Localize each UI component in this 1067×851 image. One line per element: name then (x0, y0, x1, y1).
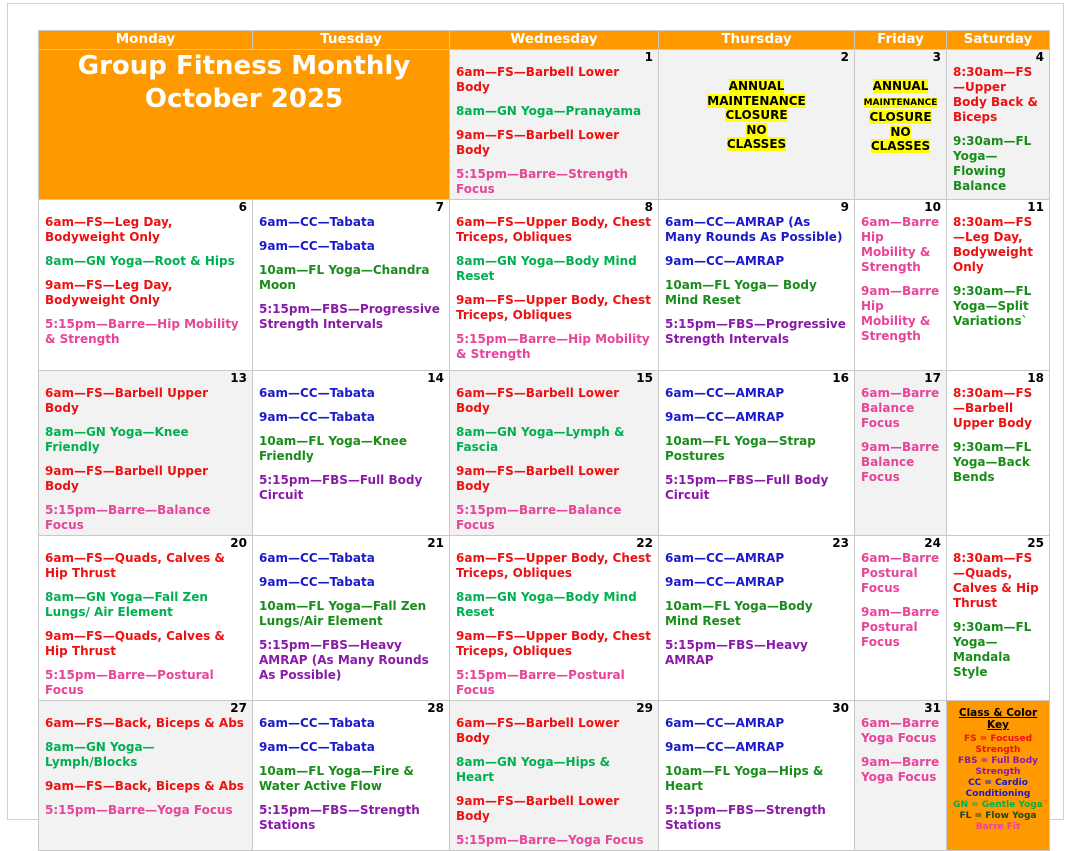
day-cell (855, 536, 947, 701)
color-key-title: Class & Color Key (958, 707, 1038, 731)
day-number: 3 (932, 50, 941, 64)
class-entry: 5:15pm—Barre—Strength Focus (456, 167, 629, 196)
class-entry: 5:15pm—Barre—Hip Mobility & Strength (45, 317, 239, 346)
day-cell-content (450, 536, 658, 700)
closure-line: CLASSES (726, 137, 787, 151)
class-entry: 9am—FS—Leg Day, Bodyweight Only (45, 278, 173, 307)
day-number: 10 (924, 200, 941, 214)
class-entry: 10am—FL Yoga—Strap Postures (665, 434, 816, 463)
day-cell (659, 50, 855, 200)
class-entry: 5:15pm—FBS—Progressive Strength Intervals (259, 302, 440, 331)
day-cell-content (855, 200, 946, 346)
class-entry: 9am—Barre Postural Focus (861, 605, 940, 649)
day-cell-content (253, 200, 449, 334)
class-entry: 6am—Barre Balance Focus (861, 386, 940, 430)
closure-line: CLOSURE (725, 108, 788, 122)
class-entry: 8am—GN Yoga—Hips & Heart (456, 755, 611, 784)
class-entry: 9am—FS—Barbell Lower Body (456, 794, 620, 823)
class-entry: 6am—CC—Tabata (259, 716, 375, 730)
day-header-tuesday: Tuesday (253, 31, 450, 50)
class-entry: 6am—CC—Tabata (259, 551, 375, 565)
class-entry: 6am—FS—Barbell Lower Body (456, 716, 620, 745)
day-cell-content (659, 371, 854, 505)
day-cell (450, 701, 659, 851)
day-cell-content (947, 50, 1049, 196)
class-entry: 9am—FS—Back, Biceps & Abs (45, 779, 244, 793)
day-cell (855, 701, 947, 851)
class-entry: 6am—FS—Leg Day, Bodyweight Only (45, 215, 173, 244)
day-cell-content (39, 200, 252, 349)
day-cell (450, 371, 659, 536)
day-number: 17 (924, 371, 941, 385)
day-number: 20 (230, 536, 247, 550)
day-cell-content (947, 536, 1049, 682)
class-entry: 6am—Barre Postural Focus (861, 551, 940, 595)
day-number: 30 (832, 701, 849, 715)
class-entry: 8am—GN Yoga—Knee Friendly (45, 425, 189, 454)
day-cell (947, 371, 1050, 536)
day-cell (253, 200, 450, 371)
class-entry: 9am—FS—Upper Body, Chest Triceps, Obliques (456, 293, 651, 322)
class-entry: 5:15pm—FBS—Progressive Strength Intervals (665, 317, 846, 346)
day-cell-content (659, 536, 854, 670)
class-entry: 6am—FS—Barbell Lower Body (456, 386, 620, 415)
calendar-page (7, 3, 1064, 847)
closure-notice (665, 79, 848, 152)
closure-notice (861, 79, 940, 154)
day-cell (947, 50, 1050, 200)
day-number: 1 (644, 50, 653, 64)
calendar-table (38, 30, 1050, 851)
class-entry: 5:15pm—Barre—Yoga Focus (456, 833, 644, 847)
class-entry: 6am—CC—AMRAP (665, 386, 785, 400)
closure-line: MAINTENANCE (707, 93, 806, 108)
class-entry: 6am—CC—Tabata (259, 215, 375, 229)
day-number: 8 (644, 200, 653, 214)
day-number: 2 (840, 50, 849, 64)
class-entry: 9am—CC—AMRAP (665, 410, 785, 424)
day-number: 18 (1027, 371, 1044, 385)
day-header-monday: Monday (39, 31, 253, 50)
class-entry: 8:30am—FS—Quads, Calves & Hip Thrust (953, 551, 1039, 610)
day-number: 23 (832, 536, 849, 550)
class-entry: 10am—FL Yoga—Chandra Moon (259, 263, 430, 292)
class-entry: 5:15pm—FBS—Heavy AMRAP (As Many Rounds As Possible) (259, 638, 429, 682)
class-entry: 8am—GN Yoga—Root & Hips (45, 254, 235, 268)
class-entry: 6am—CC—Tabata (259, 386, 375, 400)
day-number: 28 (427, 701, 444, 715)
day-number: 21 (427, 536, 444, 550)
class-entry: 10am—FL Yoga—Knee Friendly (259, 434, 407, 463)
class-entry: 10am—FL Yoga—Fall Zen Lungs/Air Element (259, 599, 427, 628)
day-cell (855, 50, 947, 200)
day-cell-content (39, 701, 252, 820)
day-cell (39, 200, 253, 371)
day-cell (659, 200, 855, 371)
day-cell-content (855, 536, 946, 652)
closure-line: ANNUAL (872, 79, 929, 93)
class-entry: 9am—CC—Tabata (259, 410, 375, 424)
class-entry: 10am—FL Yoga—Fire & Water Active Flow (259, 764, 414, 793)
class-entry: 9am—CC—Tabata (259, 740, 375, 754)
class-entry: 9am—CC—Tabata (259, 575, 375, 589)
day-cell (855, 200, 947, 371)
class-entry: 6am—CC—AMRAP (665, 551, 785, 565)
class-entry: 9am—Barre Yoga Focus (861, 755, 940, 784)
key-line: FS = Focused Strength (963, 734, 1033, 755)
class-entry: 10am—FL Yoga—Hips & Heart (665, 764, 824, 793)
class-entry: 6am—CC—AMRAP (665, 716, 785, 730)
day-number: 22 (636, 536, 653, 550)
week-row (39, 701, 1050, 851)
class-entry: 5:15pm—Barre—Balance Focus (456, 503, 622, 532)
class-entry: 6am—FS—Upper Body, Chest Triceps, Obliques (456, 551, 651, 580)
closure-line: MAINTENANCE (863, 97, 938, 108)
closure-line: CLASSES (870, 139, 931, 153)
week-row (39, 50, 1050, 200)
class-entry: 6am—Barre Yoga Focus (861, 716, 940, 745)
class-entry: 10am—FL Yoga—Body Mind Reset (665, 599, 813, 628)
day-cell-content (659, 50, 854, 154)
key-line: FBS = Full Body Strength (957, 756, 1039, 777)
day-cell-content (253, 536, 449, 685)
class-entry: 8am—GN Yoga—Fall Zen Lungs/ Air Element (45, 590, 208, 619)
day-cell-content (450, 371, 658, 535)
class-entry: 8:30am—FS—Barbell Upper Body (953, 386, 1033, 430)
day-cell (39, 371, 253, 536)
day-cell-content (253, 371, 449, 505)
class-entry: 8am—GN Yoga—Body Mind Reset (456, 254, 637, 283)
day-cell-content (450, 701, 658, 850)
day-header-wednesday: Wednesday (450, 31, 659, 50)
class-entry: 8:30am—FS—Upper Body Back & Biceps (953, 65, 1038, 124)
day-cell (947, 536, 1050, 701)
day-cell-content (450, 200, 658, 364)
day-number: 29 (636, 701, 653, 715)
title-line-1: Group Fitness Monthly (77, 51, 411, 81)
class-entry: 6am—FS—Quads, Calves & Hip Thrust (45, 551, 225, 580)
day-number: 7 (435, 200, 444, 214)
class-entry: 9:30am—FL Yoga—Flowing Balance (953, 134, 1032, 193)
color-key (947, 701, 1049, 833)
class-entry: 9am—FS—Barbell Lower Body (456, 128, 620, 157)
class-entry: 5:15pm—Barre—Balance Focus (45, 503, 211, 532)
day-cell (253, 701, 450, 851)
day-number: 27 (230, 701, 247, 715)
day-cell-content (659, 200, 854, 349)
class-entry: 6am—FS—Barbell Upper Body (45, 386, 209, 415)
class-entry: 9am—CC—AMRAP (665, 740, 785, 754)
day-number: 15 (636, 371, 653, 385)
day-cell-content (855, 701, 946, 787)
key-line: CC = Cardio Conditioning (965, 778, 1031, 799)
class-entry: 6am—Barre Hip Mobility & Strength (861, 215, 940, 274)
day-cell (450, 200, 659, 371)
class-entry: 5:15pm—FBS—Strength Stations (665, 803, 826, 832)
class-entry: 9am—CC—AMRAP (665, 575, 785, 589)
day-header-thursday: Thursday (659, 31, 855, 50)
color-key-cell (947, 701, 1050, 851)
class-entry: 6am—FS—Upper Body, Chest Triceps, Obliques (456, 215, 651, 244)
day-number: 16 (832, 371, 849, 385)
class-entry: 9am—FS—Upper Body, Chest Triceps, Obliques (456, 629, 651, 658)
day-cell-content (659, 701, 854, 835)
class-entry: 5:15pm—FBS—Full Body Circuit (665, 473, 829, 502)
day-header-saturday: Saturday (947, 31, 1050, 50)
week-row (39, 536, 1050, 701)
day-cell-content (855, 371, 946, 487)
class-entry: 8am—GN Yoga—Pranayama (456, 104, 642, 118)
class-entry: 9:30am—FL Yoga—Split Variations` (953, 284, 1032, 328)
week-row (39, 200, 1050, 371)
class-entry: 8am—GN Yoga—Lymph & Fascia (456, 425, 625, 454)
day-cell-content (39, 536, 252, 700)
calendar-title (39, 50, 450, 200)
day-cell (659, 371, 855, 536)
class-entry: 8am—GN Yoga—Body Mind Reset (456, 590, 637, 619)
day-number: 11 (1027, 200, 1044, 214)
day-cell (253, 371, 450, 536)
day-cell (659, 536, 855, 701)
day-cell (39, 536, 253, 701)
class-entry: 6am—CC—AMRAP (As Many Rounds As Possible) (665, 215, 843, 244)
closure-line: ANNUAL (728, 79, 785, 93)
class-entry: 6am—FS—Barbell Lower Body (456, 65, 620, 94)
day-cell (39, 701, 253, 851)
day-number: 24 (924, 536, 941, 550)
day-cell-content (253, 701, 449, 835)
closure-line: NO (746, 122, 767, 137)
closure-line: NO (890, 124, 911, 139)
class-entry: 5:15pm—Barre—Yoga Focus (45, 803, 233, 817)
class-entry: 8:30am—FS—Leg Day, Bodyweight Only (953, 215, 1034, 274)
day-number: 6 (238, 200, 247, 214)
day-cell-content (947, 371, 1049, 487)
closure-line: CLOSURE (869, 110, 932, 124)
key-line: FL = Flow Yoga (959, 811, 1037, 821)
class-entry: 5:15pm—FBS—Full Body Circuit (259, 473, 423, 502)
day-cell (947, 200, 1050, 371)
class-entry: 9am—CC—Tabata (259, 239, 375, 253)
class-entry: 9am—CC—AMRAP (665, 254, 785, 268)
class-entry: 5:15pm—FBS—Strength Stations (259, 803, 420, 832)
class-entry: 9am—Barre Hip Mobility & Strength (861, 284, 940, 343)
day-cell (450, 536, 659, 701)
day-cell-content (450, 50, 658, 199)
class-entry: 9:30am—FL Yoga—Back Bends (953, 440, 1032, 484)
class-entry: 5:15pm—Barre—Hip Mobility & Strength (456, 332, 650, 361)
day-cell (450, 50, 659, 200)
class-entry: 9am—Barre Balance Focus (861, 440, 940, 484)
class-entry: 8am—GN Yoga—Lymph/Blocks (45, 740, 155, 769)
day-cell-content (39, 371, 252, 535)
week-row (39, 371, 1050, 536)
class-entry: 9am—FS—Quads, Calves & Hip Thrust (45, 629, 225, 658)
class-entry: 6am—FS—Back, Biceps & Abs (45, 716, 244, 730)
class-entry: 5:15pm—Barre—Postural Focus (456, 668, 625, 697)
day-number: 31 (924, 701, 941, 715)
day-number: 25 (1027, 536, 1044, 550)
key-line: GN = Gentle Yoga (953, 800, 1043, 810)
key-line: Barre Fit (975, 822, 1021, 832)
class-entry: 5:15pm—Barre—Postural Focus (45, 668, 214, 697)
class-entry: 10am—FL Yoga— Body Mind Reset (665, 278, 817, 307)
class-entry: 9:30am—FL Yoga—Mandala Style (953, 620, 1032, 679)
day-header-friday: Friday (855, 31, 947, 50)
day-cell (855, 371, 947, 536)
day-number: 4 (1035, 50, 1044, 64)
day-cell (253, 536, 450, 701)
title-line-2: October 2025 (144, 84, 344, 114)
class-entry: 9am—FS—Barbell Lower Body (456, 464, 620, 493)
day-number: 13 (230, 371, 247, 385)
class-entry: 9am—FS—Barbell Upper Body (45, 464, 209, 493)
class-entry: 5:15pm—FBS—Heavy AMRAP (665, 638, 808, 667)
day-cell-content (855, 50, 946, 156)
day-cell (659, 701, 855, 851)
day-number: 14 (427, 371, 444, 385)
day-cell-content (947, 200, 1049, 331)
day-number: 9 (840, 200, 849, 214)
day-header-row (39, 31, 1050, 50)
